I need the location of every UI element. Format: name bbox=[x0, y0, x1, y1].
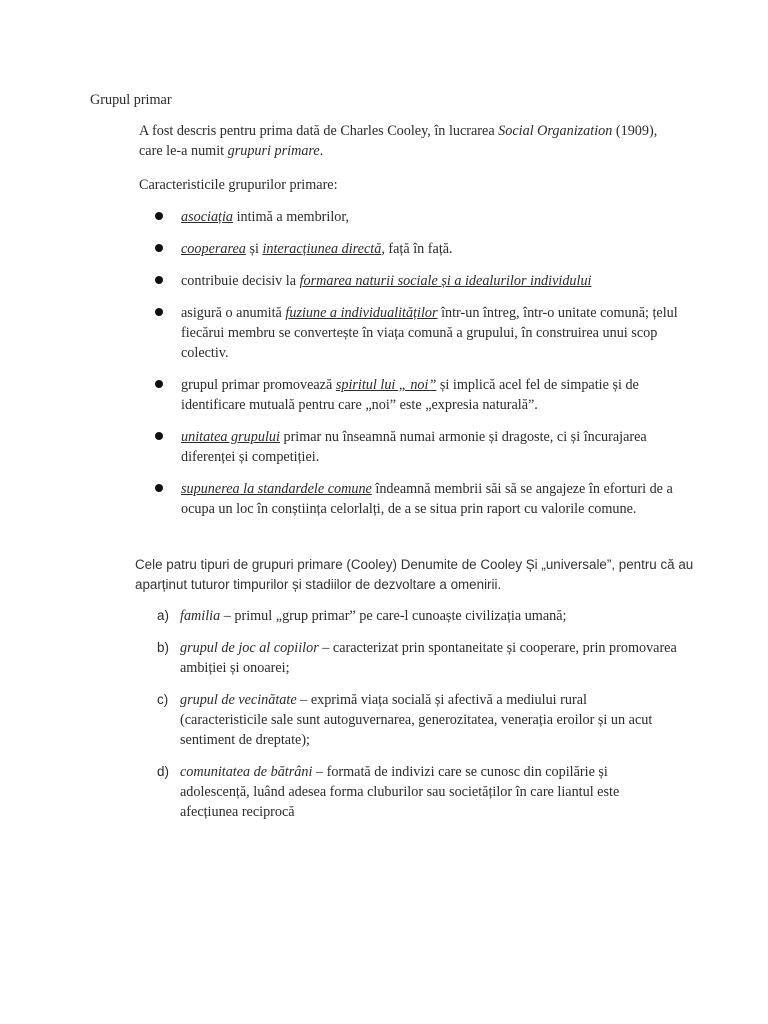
list-item bbox=[157, 606, 677, 626]
characteristic-lead: asigură o anumită bbox=[181, 305, 286, 321]
bullet-icon bbox=[155, 244, 163, 252]
bullet-icon bbox=[155, 432, 163, 440]
types-intro-paragraph: Cele patru tipuri de grupuri primare (Cooley) Denumite de Cooley Și „universale”, pentru că au aparținut tuturor timpurilor și stadiilor de dezvoltare a omenirii. bbox=[135, 557, 694, 592]
characteristic-emphasis: unitatea grupului bbox=[181, 429, 280, 445]
characteristic-emphasis: formarea naturii sociale și a idealurilor individului bbox=[299, 273, 592, 289]
list-item bbox=[155, 239, 685, 259]
bullet-icon bbox=[155, 380, 163, 388]
characteristic-emphasis-secondary: interacțiunea directă bbox=[262, 241, 382, 257]
characteristic-emphasis: fuziune a individualităților bbox=[285, 305, 438, 321]
list-item bbox=[155, 303, 685, 363]
group-type-term: familia bbox=[180, 608, 221, 624]
group-type-description: – caracterizat prin spontaneitate și cooperare, prin promovarea ambiției și onoarei; bbox=[180, 640, 677, 676]
group-type-description: – primul „grup primar” pe care-l cunoaște civilizația umană; bbox=[220, 608, 567, 624]
list-item bbox=[155, 207, 685, 227]
characteristic-text: , față în față. bbox=[381, 241, 453, 257]
characteristic-text: primar nu înseamnă numai armonie și dragoste, ci și încurajarea diferenței și competiției. bbox=[181, 429, 647, 465]
group-type-term: comunitatea de bătrâni bbox=[180, 764, 313, 780]
group-types-list bbox=[157, 606, 677, 834]
group-type-description: – formată de indivizi care se cunosc din copilărie și adolescență, luând adesea forma cluburilor sau societăților în care liantul este afecțiunea reciprocă bbox=[180, 764, 620, 820]
list-item bbox=[155, 427, 685, 467]
list-item bbox=[155, 375, 685, 415]
characteristic-emphasis: spiritul lui „ noi” bbox=[335, 377, 437, 393]
list-item bbox=[155, 479, 685, 519]
intro-work-title: Social Organization bbox=[498, 123, 613, 139]
characteristic-text: și implică acel fel de simpatie și de identificare mutuală pentru care „noi” este „expresia naturală”. bbox=[181, 377, 639, 413]
characteristic-lead: contribuie decisiv la bbox=[181, 273, 300, 289]
characteristic-lead: grupul primar promovează bbox=[181, 377, 336, 393]
group-type-term: grupul de joc al copiilor bbox=[180, 640, 319, 656]
bullet-icon bbox=[155, 212, 163, 220]
characteristics-list bbox=[155, 207, 685, 531]
document-title: Grupul primar bbox=[90, 92, 172, 108]
intro-text-end: . bbox=[319, 143, 324, 159]
list-item bbox=[157, 690, 677, 750]
bullet-icon bbox=[155, 308, 163, 316]
list-marker: b) bbox=[157, 640, 169, 655]
characteristic-text: intimă a membrilor, bbox=[233, 209, 350, 225]
list-item bbox=[157, 762, 677, 822]
group-type-term: grupul de vecinătate bbox=[180, 692, 297, 708]
intro-text-middle: (1909), care le-a numit bbox=[139, 123, 658, 159]
group-type-description: – exprimă viața socială și afectivă a mediului rural (caracteristicile sale sunt autoguvernarea, generozitatea, venerația eroilor și un acut sentiment de dreptate); bbox=[180, 692, 653, 748]
characteristic-emphasis: asociația bbox=[181, 209, 234, 225]
bullet-icon bbox=[155, 276, 163, 284]
list-marker: a) bbox=[157, 608, 169, 623]
intro-term: grupuri primare bbox=[227, 143, 320, 159]
intro-text-before: A fost descris pentru prima dată de Charles Cooley, în lucrarea bbox=[139, 123, 499, 139]
intro-paragraph bbox=[139, 121, 679, 161]
characteristic-joiner: și bbox=[245, 241, 263, 257]
bullet-icon bbox=[155, 484, 163, 492]
characteristic-text: îndeamnă membrii săi să se angajeze în eforturi de a ocupa un loc în conștiința celorlalți, de a se situa prin raport cu valorile comune. bbox=[181, 481, 673, 517]
list-marker: d) bbox=[157, 764, 169, 779]
characteristic-emphasis: supunerea la standardele comune bbox=[181, 481, 372, 497]
characteristics-heading: Caracteristicile grupurilor primare: bbox=[139, 177, 338, 193]
list-item bbox=[155, 271, 685, 291]
list-marker: c) bbox=[157, 692, 169, 707]
characteristic-text: într-un întreg, într-o unitate comună; țelul fiecărui membru se convertește în viața comună a grupului, în construirea unui scop colectiv. bbox=[181, 305, 678, 361]
characteristic-emphasis: cooperarea bbox=[181, 241, 246, 257]
list-item bbox=[157, 638, 677, 678]
